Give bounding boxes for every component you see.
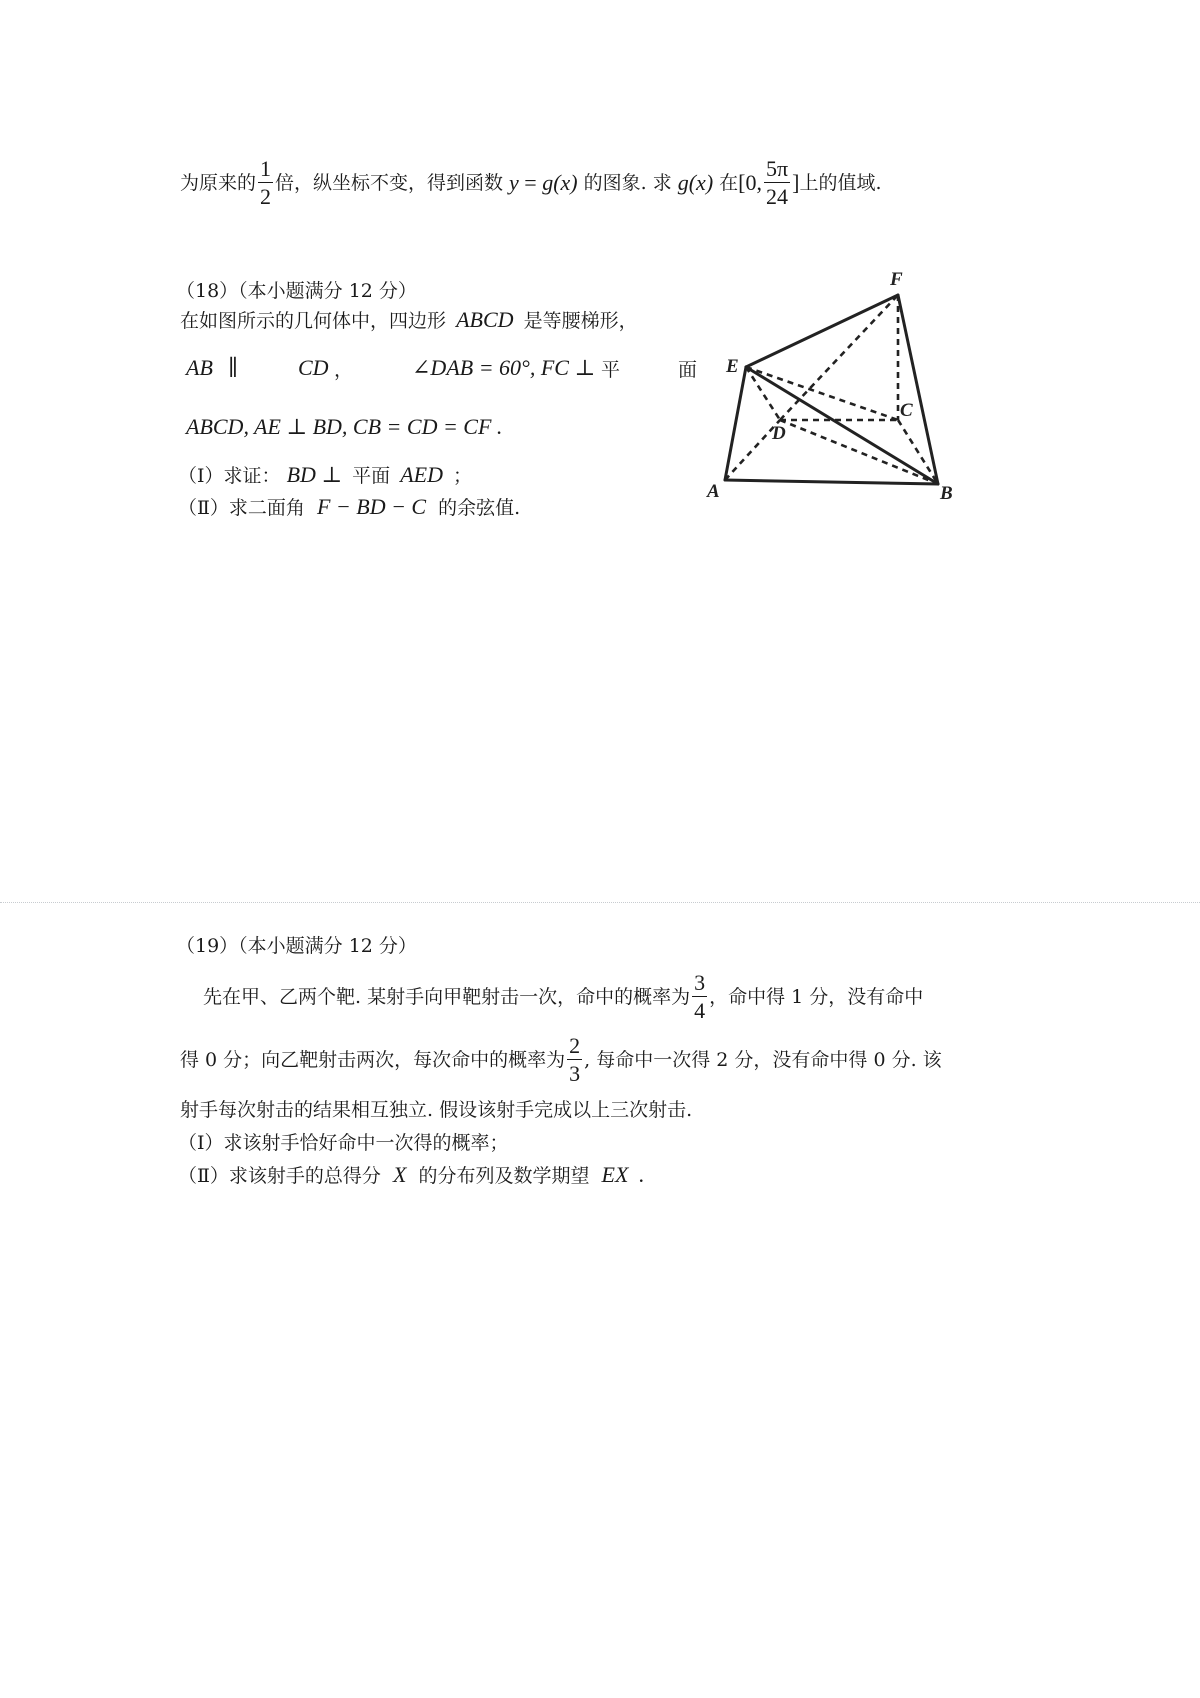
q18-l2-cd: CD bbox=[298, 355, 329, 380]
q19-p2-math-ex: EX bbox=[601, 1162, 629, 1187]
q18-part-1 bbox=[178, 462, 472, 489]
q19-l2-text-a: 得 0 分；向乙靶射击两次，每次命中的概率为 bbox=[180, 1049, 566, 1071]
q18-l2-mian: 面 bbox=[678, 359, 698, 381]
q18-p2-text: 的余弦值. bbox=[438, 497, 521, 519]
q18-l1-text2: 是等腰梯形， bbox=[523, 310, 638, 332]
q19-line-2 bbox=[180, 1029, 942, 1091]
intro-line bbox=[180, 150, 881, 216]
q18-p2-math: F − BD − C bbox=[316, 494, 427, 519]
intro-text-4: 在 bbox=[719, 172, 739, 194]
math-y: y bbox=[509, 170, 519, 195]
q19-p2-period: . bbox=[638, 1162, 644, 1187]
math-interval-open: [0, bbox=[738, 170, 762, 195]
q19-l1-text-b: ，命中得 1 分，没有命中 bbox=[709, 986, 924, 1008]
q18-l2-ping: 平 bbox=[601, 359, 621, 381]
math-interval-close: ] bbox=[792, 170, 800, 195]
q18-header: （18）（本小题满分 12 分） bbox=[176, 280, 417, 302]
label-B: B bbox=[940, 483, 953, 504]
frac-numerator: 1 bbox=[260, 156, 272, 181]
q19-part-2 bbox=[178, 1162, 644, 1189]
edge-A-B bbox=[725, 480, 938, 484]
label-D: D bbox=[772, 423, 786, 444]
frac-denominator: 2 bbox=[260, 184, 272, 209]
q18-l1-math: ABCD bbox=[456, 307, 514, 332]
frac-denominator: 4 bbox=[694, 998, 706, 1023]
label-E: E bbox=[726, 356, 739, 377]
q18-part-2 bbox=[178, 494, 520, 521]
q19-l1-text-a: 先在甲、乙两个靶. 某射手向甲靶射击一次，命中的概率为 bbox=[203, 986, 691, 1008]
label-A: A bbox=[707, 481, 720, 502]
q18-line-2 bbox=[186, 355, 698, 385]
q18-p1-label: （Ⅰ）求证： bbox=[178, 465, 281, 487]
q19-part-1: （Ⅰ）求该射手恰好命中一次得的概率； bbox=[178, 1132, 509, 1154]
label-F: F bbox=[890, 269, 903, 290]
math-eq: = bbox=[518, 170, 543, 195]
intro-text-2: 倍，纵坐标不变，得到函数 bbox=[275, 172, 504, 194]
q19-l2-text-b: , 每命中一次得 2 分，没有命中得 0 分. 该 bbox=[584, 1049, 942, 1071]
edge-D-B bbox=[780, 420, 938, 484]
edge-E-F bbox=[746, 295, 898, 367]
q19-p2-text-a: （Ⅱ）求该射手的总得分 bbox=[178, 1165, 381, 1187]
frac-denominator: 3 bbox=[569, 1061, 581, 1086]
q18-l2-angle: ∠DAB = 60°, FC ⊥ bbox=[412, 355, 596, 380]
q19-p2-text-b: 的分布列及数学期望 bbox=[418, 1165, 590, 1187]
q18-line-3: ABCD, AE ⊥ BD, CB = CD = CF . bbox=[186, 414, 503, 439]
q18-p1-end: ； bbox=[453, 465, 473, 487]
intro-text-3: 的图象. 求 bbox=[583, 172, 672, 194]
q18-line-1 bbox=[180, 307, 638, 334]
q18-p2-label: （Ⅱ）求二面角 bbox=[178, 497, 305, 519]
edge-E-A bbox=[725, 367, 746, 480]
page-break-divider bbox=[0, 902, 1200, 903]
q18-p1-math: BD ⊥ bbox=[286, 462, 343, 487]
edge-E-D bbox=[746, 367, 780, 420]
math-gx-2: g(x) bbox=[677, 170, 714, 195]
q18-geometry-figure bbox=[700, 255, 960, 505]
q19-p2-math-x: X bbox=[392, 1162, 407, 1187]
fraction-3-4 bbox=[692, 972, 707, 1022]
q19-header: （19）（本小题满分 12 分） bbox=[176, 935, 417, 957]
fraction-one-half bbox=[258, 158, 273, 208]
q18-l2-comma: ， bbox=[334, 359, 354, 381]
frac-numerator: 2 bbox=[569, 1033, 581, 1058]
math-gx: g(x) bbox=[542, 170, 578, 195]
q18-p1-math2: AED bbox=[400, 462, 443, 487]
q19-line-1 bbox=[203, 966, 923, 1028]
intro-text-5: 上的值域. bbox=[799, 172, 882, 194]
frac-numerator: 3 bbox=[694, 970, 706, 995]
fraction-5pi-24 bbox=[764, 158, 790, 208]
q18-l1-text: 在如图所示的几何体中，四边形 bbox=[180, 310, 447, 332]
label-C: C bbox=[900, 400, 913, 421]
q18-l2-parallel: ∥ bbox=[228, 355, 239, 380]
edge-D-F bbox=[780, 295, 898, 420]
q18-l2-ab: AB bbox=[186, 355, 213, 380]
q19-line-3: 射手每次射击的结果相互独立. 假设该射手完成以上三次射击. bbox=[180, 1099, 693, 1121]
fraction-2-3 bbox=[567, 1035, 582, 1085]
frac-denominator: 24 bbox=[766, 184, 789, 209]
frac-numerator: 5π bbox=[766, 156, 789, 181]
q18-p1-text: 平面 bbox=[352, 465, 391, 487]
intro-text-1: 为原来的 bbox=[180, 172, 257, 194]
edge-F-B bbox=[898, 295, 938, 484]
